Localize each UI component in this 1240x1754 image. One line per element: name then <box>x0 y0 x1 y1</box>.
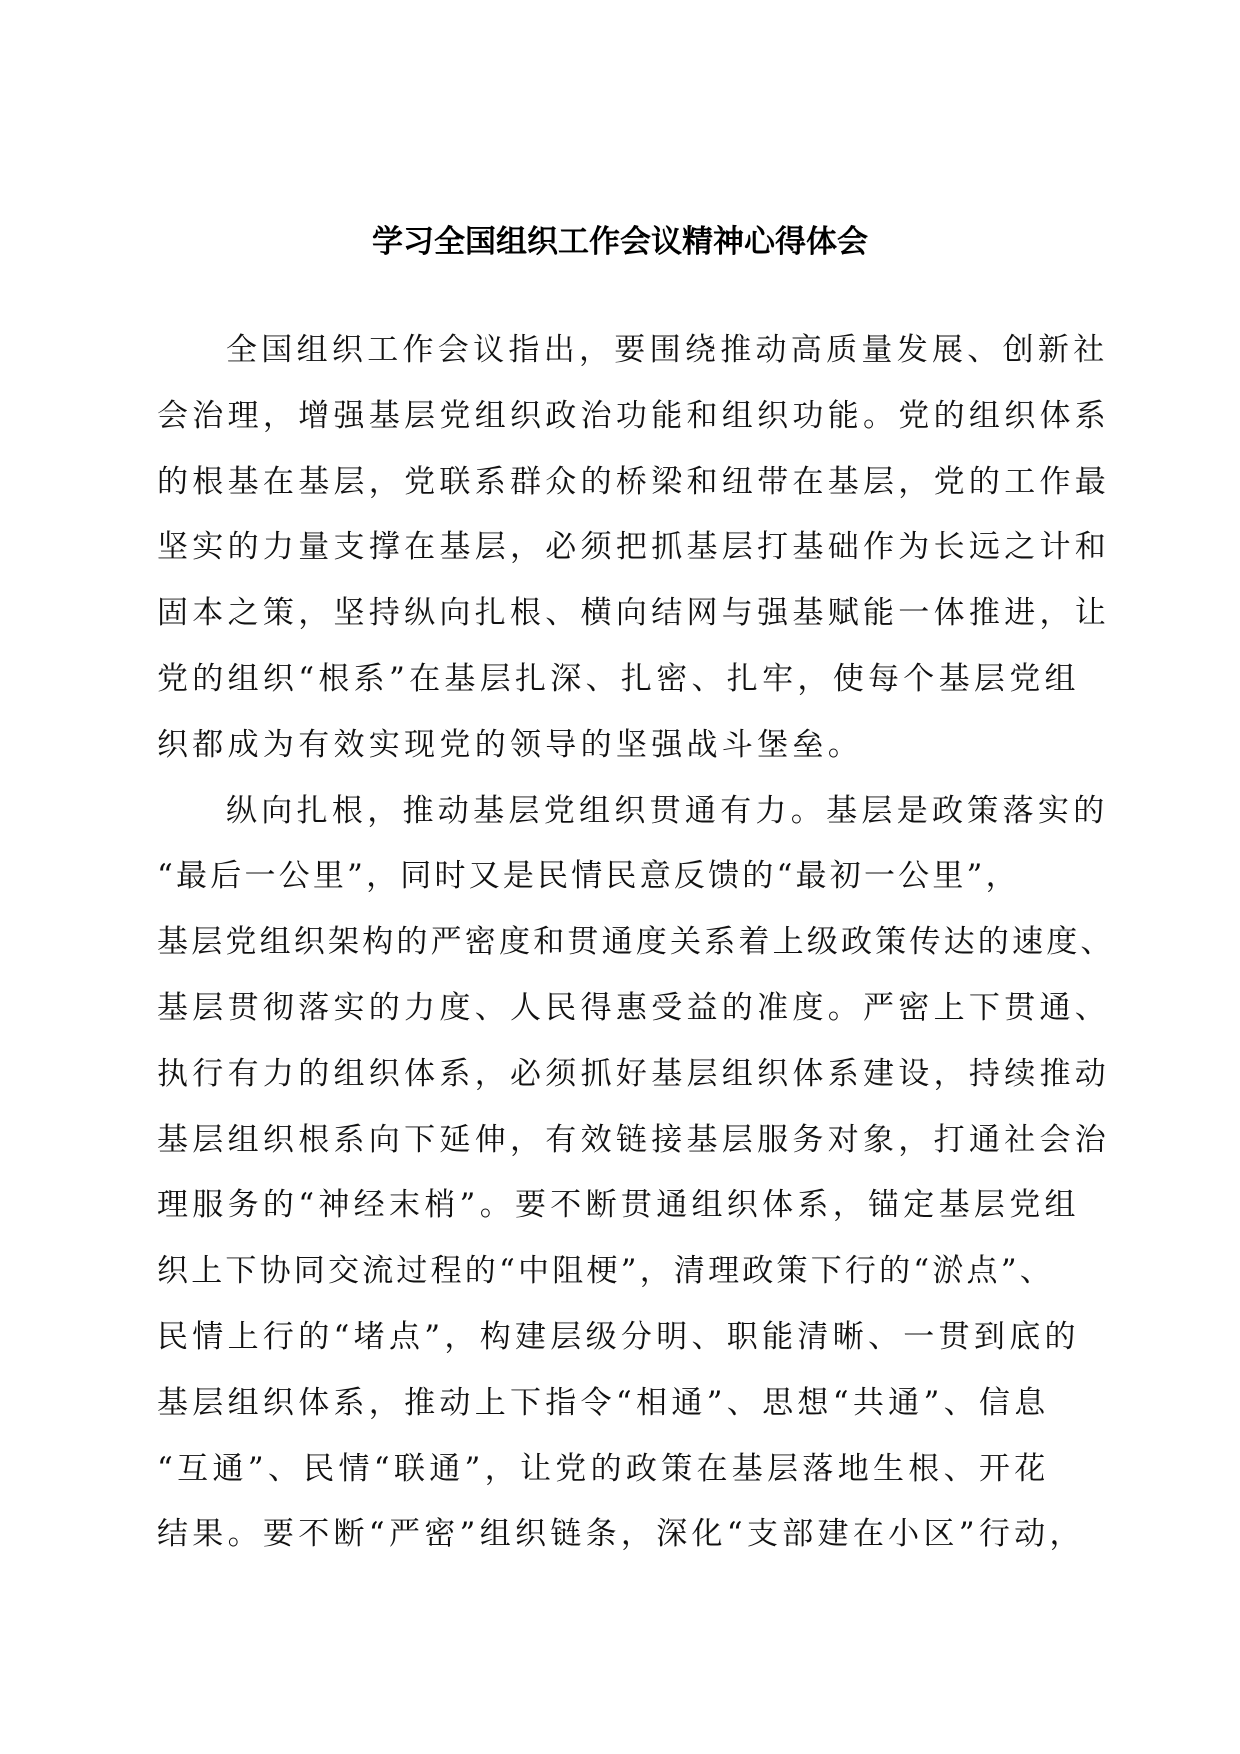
paragraph-2-line-8: 织上下协同交流过程的“中阻梗”，清理政策下行的“淤点”、 <box>157 1253 1054 1290</box>
paragraph-2-line-7: 理服务的“神经末梢”。要不断贯通组织体系，锚定基层党组 <box>157 1187 1080 1224</box>
paragraph-2-line-12: 结果。要不断“严密”组织链条，深化“支部建在小区”行动， <box>157 1516 1085 1553</box>
paragraph-2-line-2: “最后一公里”，同时又是民情民意反馈的“最初一公里”， <box>157 858 1020 895</box>
paragraph-1-line-1: 全国组织工作会议指出，要围绕推动高质量发展、创新社 <box>226 332 1109 368</box>
paragraph-2-line-4: 基层贯彻落实的力度、人民得惠受益的准度。严密上下贯通、 <box>157 989 1111 1026</box>
body-text <box>157 318 1217 1568</box>
paragraph-1-line-3: 的根基在基层，党联系群众的桥梁和纽带在基层，党的工作最 <box>157 463 1111 500</box>
page-title: 学习全国组织工作会议精神心得体会 <box>372 224 868 260</box>
paragraph-2-line-10: 基层组织体系，推动上下指令“相通”、思想“共通”、信息 <box>157 1384 1050 1421</box>
paragraph-2-line-5: 执行有力的组织体系，必须抓好基层组织体系建设，持续推动 <box>157 1055 1111 1092</box>
paragraph-1-line-7: 织都成为有效实现党的领导的坚强战斗堡垒。 <box>157 726 863 763</box>
paragraph-1-line-2: 会治理，增强基层党组织政治功能和组织功能。党的组织体系 <box>157 397 1111 434</box>
paragraph-2-line-11: “互通”、民情“联通”，让党的政策在基层落地生根、开花 <box>157 1450 1050 1487</box>
paragraph-2-line-3: 基层党组织架构的严密度和贯通度关系着上级政策传达的速度、 <box>157 924 1115 961</box>
paragraph-2-line-9: 民情上行的“堵点”，构建层级分明、职能清晰、一贯到底的 <box>157 1318 1080 1355</box>
paragraph-2-line-6: 基层组织根系向下延伸，有效链接基层服务对象，打通社会治 <box>157 1121 1111 1158</box>
paragraph-2-line-1: 纵向扎根，推动基层党组织贯通有力。基层是政策落实的 <box>226 792 1109 829</box>
paragraph-1-line-5: 固本之策，坚持纵向扎根、横向结网与强基赋能一体推进，让 <box>157 595 1111 632</box>
paragraph-1-line-4: 坚实的力量支撑在基层，必须把抓基层打基础作为长远之计和 <box>157 529 1111 566</box>
paragraph-1-line-6: 党的组织“根系”在基层扎深、扎密、扎牢，使每个基层党组 <box>157 660 1080 697</box>
